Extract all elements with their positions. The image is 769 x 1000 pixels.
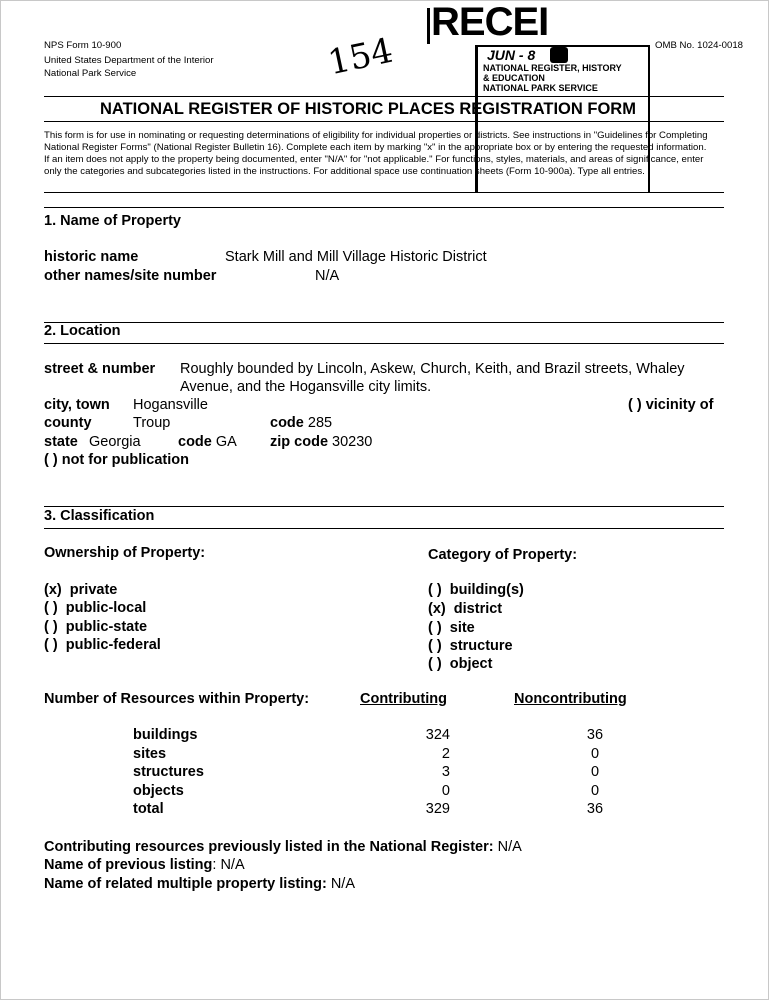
contributing-count: 2 bbox=[441, 746, 450, 762]
category-option bbox=[428, 621, 475, 636]
resource-label: buildings bbox=[133, 727, 198, 743]
resource-label: objects bbox=[133, 783, 184, 799]
zip-value: 30230 bbox=[332, 434, 373, 450]
state-value: Georgia bbox=[89, 434, 141, 450]
city-value: Hogansville bbox=[133, 397, 208, 413]
instructions-line: National Register Forms" (National Register Bulletin 16). Complete each item by marking "x" in the appropriate box or by entering the requested information. bbox=[44, 142, 707, 153]
category-mark: (x) bbox=[428, 601, 446, 617]
stamp-line: NATIONAL PARK SERVICE bbox=[483, 83, 598, 93]
stamp-word: RECEI bbox=[431, 0, 549, 44]
stamp-line: & EDUCATION bbox=[483, 73, 545, 83]
not-for-publication-checkbox: ( ) not for publication bbox=[44, 452, 189, 468]
category-mark: ( ) bbox=[428, 620, 442, 636]
ownership-label: public-state bbox=[65, 619, 148, 635]
multiple-listing-label: Name of related multiple property listing: bbox=[44, 876, 327, 892]
category-option bbox=[428, 657, 492, 672]
contributing-count: 329 bbox=[425, 801, 450, 817]
previous-listing-label: Name of previous listing bbox=[44, 857, 213, 873]
instructions-line: If an item does not apply to the property being documented, enter "N/A" for "not applicable." For functions, styles, materials, and areas of significance, enter bbox=[44, 154, 704, 165]
state-code-label: code bbox=[178, 434, 212, 450]
ownership-mark: ( ) bbox=[44, 600, 58, 616]
resource-label: total bbox=[133, 801, 164, 817]
ownership-label: private bbox=[69, 582, 118, 598]
county-code-value: 285 bbox=[307, 415, 333, 431]
state-code-value: GA bbox=[215, 434, 237, 450]
state-label: state bbox=[44, 434, 78, 450]
previous-listing-value: : N/A bbox=[212, 857, 245, 873]
form-title: NATIONAL REGISTER OF HISTORIC PLACES REGISTRATION FORM bbox=[100, 100, 636, 118]
contributing-count: 324 bbox=[425, 727, 450, 743]
contributing-count: 3 bbox=[441, 764, 450, 780]
stamp-line: NATIONAL REGISTER, HISTORY bbox=[483, 63, 622, 73]
category-mark: ( ) bbox=[428, 582, 442, 598]
department: United States Department of the Interior bbox=[44, 55, 214, 66]
category-label: structure bbox=[449, 638, 513, 654]
form-number: NPS Form 10-900 bbox=[44, 40, 122, 51]
category-label: district bbox=[453, 601, 503, 617]
resource-label: structures bbox=[133, 764, 204, 780]
divider bbox=[44, 192, 724, 193]
category-mark: ( ) bbox=[428, 638, 442, 654]
category-option bbox=[428, 602, 502, 617]
category-option bbox=[428, 639, 513, 654]
ownership-mark: ( ) bbox=[44, 637, 58, 653]
divider bbox=[44, 121, 724, 122]
city-label: city, town bbox=[44, 397, 110, 413]
county-code-label: code bbox=[270, 415, 304, 431]
ownership-heading: Ownership of Property: bbox=[44, 545, 206, 561]
other-names-value: N/A bbox=[315, 268, 340, 284]
ownership-option bbox=[44, 638, 161, 653]
county-value: Troup bbox=[133, 415, 171, 431]
category-label: object bbox=[449, 656, 493, 672]
omb-number: OMB No. 1024-0018 bbox=[655, 40, 743, 51]
vicinity-checkbox: ( ) vicinity of bbox=[628, 397, 714, 413]
section-2-heading: 2. Location bbox=[44, 323, 121, 339]
ownership-option bbox=[44, 583, 117, 598]
historic-name-label: historic name bbox=[44, 249, 139, 265]
noncontributing-count: 0 bbox=[590, 783, 600, 799]
category-label: site bbox=[449, 620, 475, 636]
section-1-heading: 1. Name of Property bbox=[44, 213, 181, 229]
ownership-label: public-local bbox=[65, 600, 147, 616]
noncontributing-header: Noncontributing bbox=[514, 691, 627, 707]
handwritten-number: 154 bbox=[324, 30, 397, 84]
historic-name-value: Stark Mill and Mill Village Historic District bbox=[225, 249, 487, 265]
noncontributing-count: 36 bbox=[586, 727, 604, 743]
instructions-line: only the categories and subcategories listed in the instructions. For additional space use continuation sheets (Form 10-900a). Type all entries. bbox=[44, 166, 645, 177]
resource-label: sites bbox=[133, 746, 167, 762]
stamp-date: JUN - 8 bbox=[487, 47, 536, 63]
contributing-header: Contributing bbox=[360, 691, 447, 707]
divider bbox=[44, 96, 724, 97]
previously-listed-label: Contributing resources previously listed in the National Register: bbox=[44, 839, 494, 855]
divider bbox=[44, 322, 724, 323]
category-heading: Category of Property: bbox=[428, 547, 578, 563]
previously-listed-value: N/A bbox=[497, 839, 522, 855]
category-option bbox=[428, 583, 524, 598]
resources-heading: Number of Resources within Property: bbox=[44, 691, 310, 707]
ownership-label: public-federal bbox=[65, 637, 161, 653]
ownership-mark: ( ) bbox=[44, 619, 58, 635]
ownership-mark: (x) bbox=[44, 582, 62, 598]
noncontributing-count: 0 bbox=[590, 764, 600, 780]
section-3-heading: 3. Classification bbox=[44, 508, 155, 524]
divider bbox=[44, 207, 724, 208]
multiple-listing-value: N/A bbox=[330, 876, 355, 892]
zip-label: zip code bbox=[270, 434, 329, 450]
agency: National Park Service bbox=[44, 68, 137, 79]
ownership-option bbox=[44, 620, 147, 635]
street-value: Roughly bounded by Lincoln, Askew, Church, Keith, and Brazil streets, Whaley bbox=[180, 361, 685, 377]
instructions-line: This form is for use in nominating or requesting determinations of eligibility for individual properties or districts. See instructions in "Guidelines for Completing bbox=[44, 130, 708, 141]
noncontributing-count: 0 bbox=[590, 746, 600, 762]
ownership-option bbox=[44, 601, 146, 616]
divider bbox=[44, 343, 724, 344]
other-names-label: other names/site number bbox=[44, 268, 217, 284]
divider bbox=[44, 506, 724, 507]
category-label: building(s) bbox=[449, 582, 524, 598]
divider bbox=[44, 528, 724, 529]
noncontributing-count: 36 bbox=[586, 801, 604, 817]
street-label: street & number bbox=[44, 361, 156, 377]
county-label: county bbox=[44, 415, 92, 431]
contributing-count: 0 bbox=[441, 783, 450, 799]
street-value-line2: Avenue, and the Hogansville city limits. bbox=[180, 379, 432, 395]
category-mark: ( ) bbox=[428, 656, 442, 672]
